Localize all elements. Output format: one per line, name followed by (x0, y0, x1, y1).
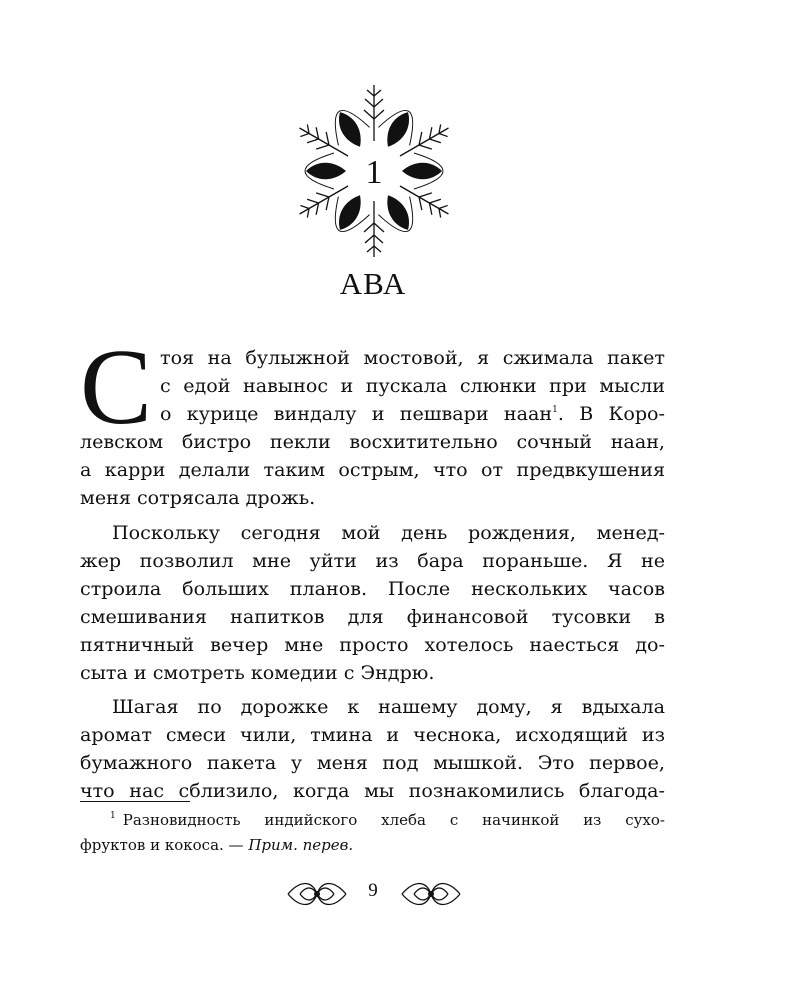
body-text (80, 328, 665, 806)
text-line: Поскольку сегодня мой день рождения, менед- (112, 520, 665, 544)
page-number: 9 (368, 880, 378, 901)
text-line: тоя на булыжной мостовой, я сжимала пакет (160, 346, 665, 369)
text-line: а карри делали таким острым, что от предвкушения (80, 458, 665, 482)
footnote-line: фруктов и кокоса. — Прим. перев. (80, 836, 354, 854)
drop-cap: С (80, 328, 153, 447)
left-flourish-icon (286, 876, 348, 912)
text-line: сыта и смотреть комедии с Эндрю. (80, 661, 435, 685)
page-footer (0, 876, 746, 912)
paragraph (80, 693, 665, 805)
chapter-title: АВА (339, 266, 407, 301)
text-line: Шагая по дорожке к нашему дому, я вдыхала (112, 695, 665, 719)
text-line: с едой навынос и пускала слюнки при мысли (160, 374, 665, 398)
text-line: жер позволил мне уйти из бара пораньше. Я не (80, 548, 665, 572)
text-line: смешивания напитков для финансовой тусовки в (80, 604, 665, 628)
footnote-divider (80, 801, 190, 802)
text-line: бумажного пакета у меня под мышкой. Это первое, (80, 751, 665, 775)
text-line: что нас сблизило, когда мы познакомились благода- (80, 779, 665, 803)
text-line: о курице виндалу и пешвари наан$^1$. В Коро- (160, 402, 665, 426)
text-line: пятничный вечер мне просто хотелось наесться до- (80, 632, 665, 656)
footnote-marker: 1 (110, 811, 116, 821)
chapter-number: 1 (365, 154, 383, 191)
text-line: строила больших планов. После нескольких часов (80, 576, 665, 600)
text-line: левском бистро пекли восхитительно сочный наан, (80, 430, 665, 454)
paragraph (80, 519, 665, 688)
footnote-reference[interactable]: 1 (552, 405, 558, 416)
footnote (80, 808, 665, 858)
text-line: меня сотрясала дрожь. (80, 486, 316, 510)
footnote-line: $^1$ Разновидность индийского хлеба с начинкой из сухо- (110, 811, 665, 829)
text-line: аромат смеси чили, тмина и чеснока, исходящий из (80, 723, 665, 747)
translator-note: Прим. перев. (248, 836, 354, 854)
right-flourish-icon (400, 876, 462, 912)
